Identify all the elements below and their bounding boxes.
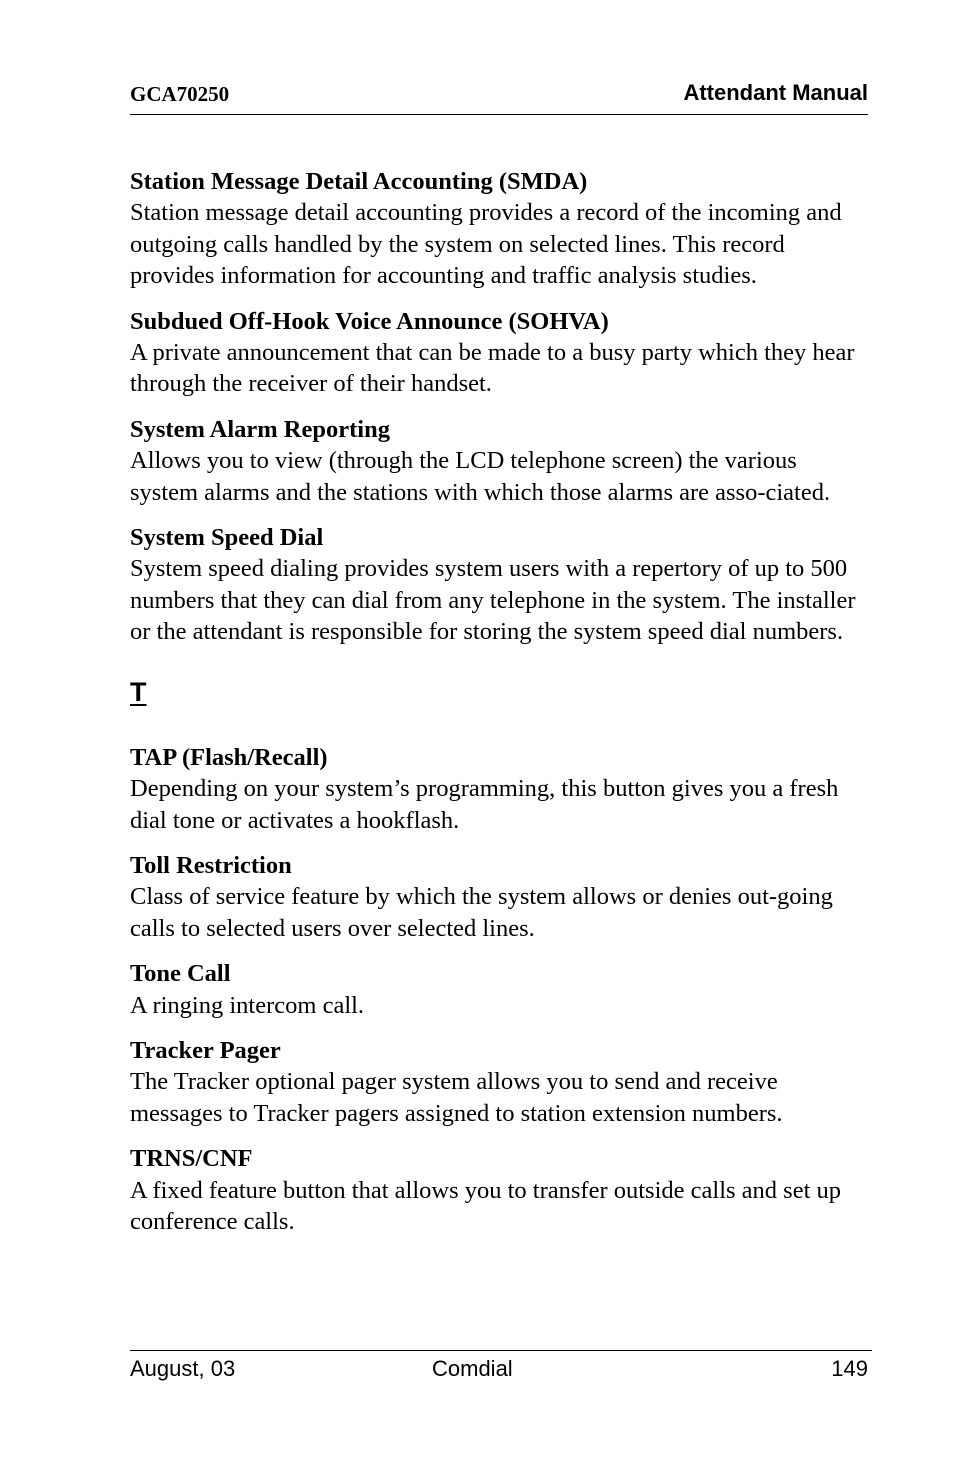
document-id: GCA70250 <box>130 82 230 106</box>
glossary-term: Subdued Off-Hook Voice Announce (SOHVA) <box>130 307 609 335</box>
glossary-definition: Station message detail accounting provides a record of the incoming and outgoing calls handled by the system on selected lines. This record provides information for accounting and traffic analysis studies. <box>130 199 842 290</box>
glossary-entry <box>130 850 868 944</box>
glossary-definition: A ringing intercom call. <box>130 991 365 1019</box>
glossary-term: Station Message Detail Accounting (SMDA) <box>130 168 588 195</box>
glossary-term: Toll Restriction <box>130 851 292 879</box>
glossary-definition: Allows you to view (through the LCD telephone screen) the various system alarms and the stations with which those alarms are asso-ciated. <box>130 447 831 506</box>
glossary-entry <box>130 742 868 836</box>
glossary-term: System Speed Dial <box>130 524 324 552</box>
section-letter-heading: T <box>130 676 147 707</box>
footer-company: Comdial <box>432 1356 513 1381</box>
page-header <box>130 80 868 115</box>
glossary-definition: A fixed feature button that allows you to transfer outside calls and set up conference calls. <box>130 1176 842 1235</box>
glossary-entry <box>130 414 868 508</box>
glossary-term: Tone Call <box>130 960 231 988</box>
glossary-entry <box>130 522 868 648</box>
footer-date: August, 03 <box>130 1356 236 1381</box>
glossary-entry <box>130 166 868 292</box>
glossary-entry <box>130 306 868 400</box>
glossary-term: TRNS/CNF <box>130 1145 253 1173</box>
glossary-term: System Alarm Reporting <box>130 415 390 443</box>
page-footer <box>130 1350 872 1387</box>
glossary-definition: A private announcement that can be made to a busy party which they hear through the receiver of their handset. <box>130 339 855 398</box>
document-title: Attendant Manual <box>683 80 868 105</box>
glossary-content <box>130 166 868 1251</box>
glossary-term: TAP (Flash/Recall) <box>130 743 328 771</box>
glossary-entry <box>130 1035 868 1129</box>
page-number: 149 <box>831 1356 868 1381</box>
glossary-definition: Depending on your system’s programming, this button gives you a fresh dial tone or activates a hookflash. <box>130 775 839 834</box>
glossary-definition: Class of service feature by which the system allows or denies out-going calls to selected users over selected lines. <box>130 883 833 942</box>
glossary-definition: System speed dialing provides system users with a repertory of up to 500 numbers that they can dial from any telephone in the system. The installer or the attendant is responsible for storing the system speed dial numbers. <box>130 555 856 646</box>
glossary-definition: The Tracker optional pager system allows you to send and receive messages to Tracker pagers assigned to station extension numbers. <box>130 1068 783 1127</box>
glossary-entry <box>130 958 868 1021</box>
glossary-entry <box>130 1143 868 1237</box>
glossary-term: Tracker Pager <box>130 1036 281 1064</box>
